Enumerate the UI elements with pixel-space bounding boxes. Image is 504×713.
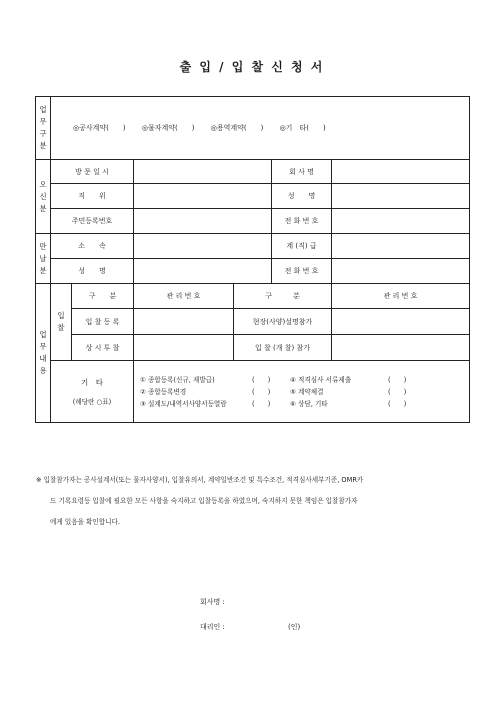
etc-option-row <box>140 374 469 386</box>
gubun-header-2: 구 분 <box>234 284 332 309</box>
agent-signature-label: 대리인 : <box>200 623 225 631</box>
notice-line: ※ 입찰참가자는 공사설계서(또는 물자사양서), 입찰유의서, 계약일반조건 및 특수조건, 적격심사세부기준, OMR카 <box>36 476 364 484</box>
bid-label: 입 찰 <box>51 284 72 361</box>
etc-option-row <box>140 386 469 398</box>
company-signature-label: 회사명 : <box>200 598 225 606</box>
rank-label: 계 (직) 급 <box>272 234 332 259</box>
mgmt-number-header: 관 리 번 호 <box>134 284 234 309</box>
visitor-row-1 <box>36 160 470 184</box>
bid-opening-field[interactable] <box>332 335 470 361</box>
person-name-label: 성 명 <box>51 259 134 284</box>
department-field[interactable] <box>134 234 272 259</box>
company-name-label: 회 사 명 <box>272 160 332 184</box>
person-phone-field[interactable] <box>332 259 470 284</box>
position-field[interactable] <box>134 184 272 209</box>
etc-mark[interactable]: ( ) <box>252 399 271 408</box>
person-row-1 <box>36 234 470 259</box>
etc-row <box>36 361 470 423</box>
visitor-name-label: 성 명 <box>272 184 332 209</box>
seal-mark: (인) <box>288 623 301 631</box>
position-label: 직 위 <box>51 184 134 209</box>
regular-bid-field[interactable] <box>134 335 234 361</box>
department-label: 소 속 <box>51 234 134 259</box>
visitor-row-3 <box>36 209 470 234</box>
option-goods-contract[interactable]: ◎물자계약( ) <box>141 124 195 132</box>
etc-option[interactable]: ① 종합등록(신규, 재발급) <box>140 375 215 384</box>
site-briefing-label: 현장(사양)설명참가 <box>234 309 332 335</box>
gubun-header: 구 분 <box>72 284 134 309</box>
application-form-table <box>35 96 470 423</box>
etc-option[interactable]: ⑥ 상담, 기타 <box>290 399 328 408</box>
business-type-row <box>36 97 470 160</box>
resident-number-field[interactable] <box>134 209 272 234</box>
person-name-field[interactable] <box>134 259 272 284</box>
visit-datetime-label: 방 문 일 시 <box>51 160 134 184</box>
bid-opening-label: 입 찰 (개 찰) 참가 <box>234 335 332 361</box>
visit-datetime-field[interactable] <box>134 160 272 184</box>
work-section-label: 업 무 내 용 <box>36 284 51 423</box>
person-row-2 <box>36 259 470 284</box>
form-title: 출 입 / 입 찰 신 청 서 <box>179 60 325 74</box>
option-other[interactable]: ◎기 타( ) <box>279 124 326 132</box>
visitor-name-field[interactable] <box>332 184 470 209</box>
person-phone-label: 전 화 번 호 <box>272 259 332 284</box>
bid-registration-field[interactable] <box>134 309 234 335</box>
person-section-label: 만 날 분 <box>36 234 51 284</box>
etc-option[interactable]: ⑤ 계약체결 <box>290 387 324 396</box>
bid-registration-label: 입 찰 등 록 <box>72 309 134 335</box>
etc-mark[interactable]: ( ) <box>388 375 407 384</box>
notice-line: 드 기록요령등 입찰에 필요한 모든 사항을 숙지하고 입찰등록을 하였으며, 숙지하지 못한 책임은 입찰참가자 <box>50 497 358 505</box>
etc-mark[interactable]: ( ) <box>388 399 407 408</box>
site-briefing-field[interactable] <box>332 309 470 335</box>
resident-number-label: 주민등록번호 <box>51 209 134 234</box>
etc-option[interactable]: ③ 설계도/내역서사양서등열람 <box>140 399 227 408</box>
visitor-row-2 <box>36 184 470 209</box>
notice-line: 에게 있음을 확인합니다. <box>50 518 120 526</box>
bid-registration-row <box>36 309 470 335</box>
mgmt-number-header-2: 관 리 번 호 <box>332 284 470 309</box>
etc-label-cell <box>51 361 134 423</box>
visitor-phone-field[interactable] <box>332 209 470 234</box>
rank-field[interactable] <box>332 234 470 259</box>
etc-options <box>134 361 470 423</box>
notice-text <box>36 470 476 533</box>
work-header-row <box>36 284 470 309</box>
etc-option-row <box>140 398 469 410</box>
etc-label: 기 타 <box>81 378 103 387</box>
business-type-options <box>51 97 470 160</box>
etc-mark[interactable]: ( ) <box>388 387 407 396</box>
etc-mark[interactable]: ( ) <box>252 387 271 396</box>
option-construction-contract[interactable]: ◎공사계약( ) <box>73 124 126 132</box>
business-type-label: 업 무 구 분 <box>36 97 51 160</box>
visitor-section-label: 오 신 분 <box>36 160 51 234</box>
etc-sublabel: (해당란 ○표) <box>72 398 112 406</box>
company-name-field[interactable] <box>332 160 470 184</box>
etc-option[interactable]: ④ 적격심사 서류제출 <box>290 375 352 384</box>
regular-bid-row <box>36 335 470 361</box>
visitor-phone-label: 전 화 번 호 <box>272 209 332 234</box>
etc-option[interactable]: ② 종합등록변경 <box>140 387 187 396</box>
regular-bid-label: 상 시 투 찰 <box>72 335 134 361</box>
etc-mark[interactable]: ( ) <box>252 375 271 384</box>
option-service-contract[interactable]: ◎용역계약( ) <box>210 124 264 132</box>
